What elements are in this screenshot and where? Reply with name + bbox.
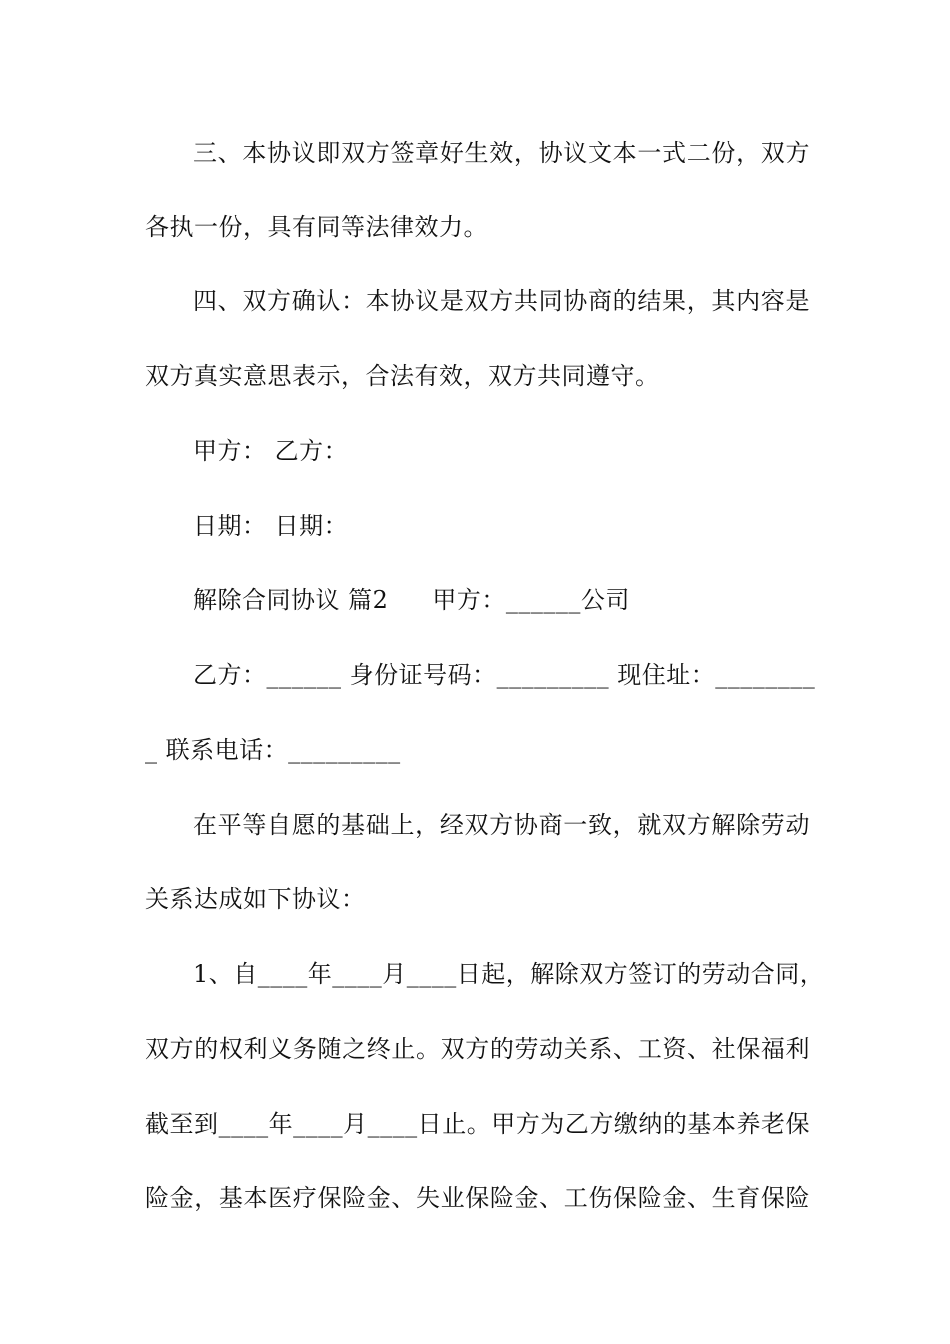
paragraph-line: 双方真实意思表示，合法有效，双方共同遵守。 [145, 362, 660, 390]
party-b-info-line: 乙方：______ 身份证号码：_________ 现住址：________ [193, 661, 816, 689]
signature-date-line: 日期： 日期： [193, 512, 349, 540]
clause-line: 险金，基本医疗保险金、失业保险金、工伤保险金、生育保险 [145, 1184, 810, 1212]
section-title-line [193, 585, 810, 615]
party-a-field: 甲方：______公司 [432, 586, 630, 614]
paragraph-line: 各执一份，具有同等法律效力。 [145, 213, 488, 241]
paragraph-line: 在平等自愿的基础上，经双方协商一致，就双方解除劳动 [193, 811, 810, 839]
paragraph-line: 关系达成如下协议： [145, 885, 366, 913]
clause-line: 双方的权利义务随之终止。双方的劳动关系、工资、社保福利 [145, 1035, 810, 1063]
contact-phone-line: _ 联系电话：_________ [145, 736, 401, 764]
paragraph-line: 四、双方确认：本协议是双方共同协商的结果，其内容是 [193, 287, 810, 315]
paragraph-line: 三、本协议即双方签章好生效，协议文本一式二份，双方 [193, 139, 810, 167]
section-title: 解除合同协议 篇2 [193, 586, 389, 614]
signature-party-line: 甲方： 乙方： [193, 437, 349, 465]
clause-line: 截至到____年____月____日止。甲方为乙方缴纳的基本养老保 [145, 1110, 810, 1138]
clause-line: 1、自____年____月____日起，解除双方签订的劳动合同， [193, 960, 825, 988]
